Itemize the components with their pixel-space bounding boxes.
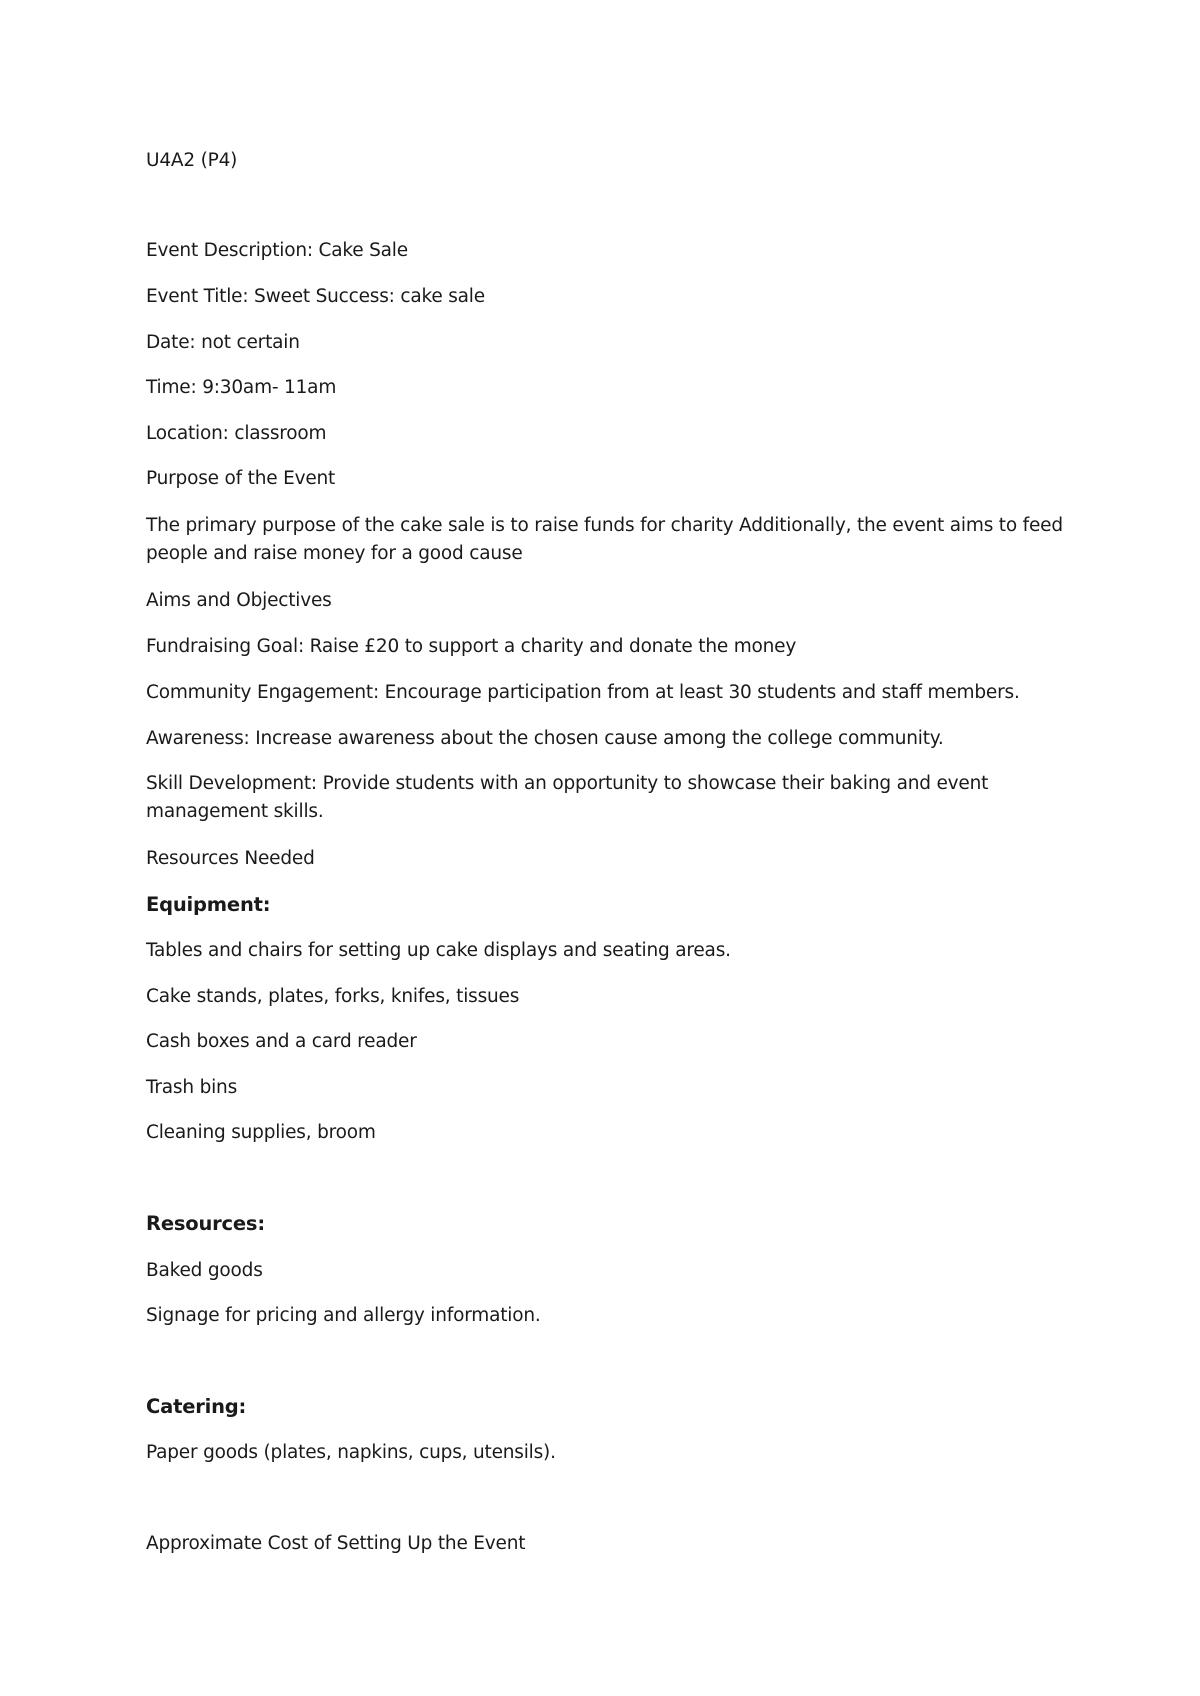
equipment-heading: Equipment:	[146, 893, 271, 916]
aims-item: Fundraising Goal: Raise £20 to support a charity and donate the money	[146, 636, 797, 657]
purpose-text: The primary purpose of the cake sale is to raise funds for charity Additionally, the event aims to feed people and raise money for a good cause	[146, 515, 1063, 564]
cost-heading: Approximate Cost of Setting Up the Event	[146, 1533, 526, 1554]
equipment-item: Trash bins	[146, 1077, 238, 1098]
equipment-item: Cash boxes and a card reader	[146, 1031, 417, 1052]
aims-heading: Aims and Objectives	[146, 590, 332, 611]
purpose-heading: Purpose of the Event	[146, 468, 336, 489]
doc-code: U4A2 (P4)	[146, 150, 238, 171]
equipment-item: Tables and chairs for setting up cake displays and seating areas.	[146, 940, 731, 961]
aims-item: Community Engagement: Encourage participation from at least 30 students and staff members.	[146, 682, 1020, 703]
catering-item: Paper goods (plates, napkins, cups, utensils).	[146, 1442, 556, 1463]
resources-heading: Resources:	[146, 1212, 265, 1235]
catering-heading: Catering:	[146, 1395, 247, 1418]
event-location: Location: classroom	[146, 423, 327, 444]
event-date: Date: not certain	[146, 332, 300, 353]
aims-item: Awareness: Increase awareness about the chosen cause among the college community.	[146, 728, 944, 749]
equipment-item: Cleaning supplies, broom	[146, 1122, 376, 1143]
resources-item: Baked goods	[146, 1260, 263, 1281]
resources-item: Signage for pricing and allergy information.	[146, 1305, 541, 1326]
event-title: Event Title: Sweet Success: cake sale	[146, 286, 485, 307]
event-time: Time: 9:30am- 11am	[146, 377, 337, 398]
equipment-item: Cake stands, plates, forks, knifes, tissues	[146, 986, 520, 1007]
aims-item: Skill Development: Provide students with an opportunity to showcase their baking and event management skills.	[146, 773, 989, 822]
resources-needed-heading: Resources Needed	[146, 848, 315, 869]
event-description: Event Description: Cake Sale	[146, 240, 408, 261]
